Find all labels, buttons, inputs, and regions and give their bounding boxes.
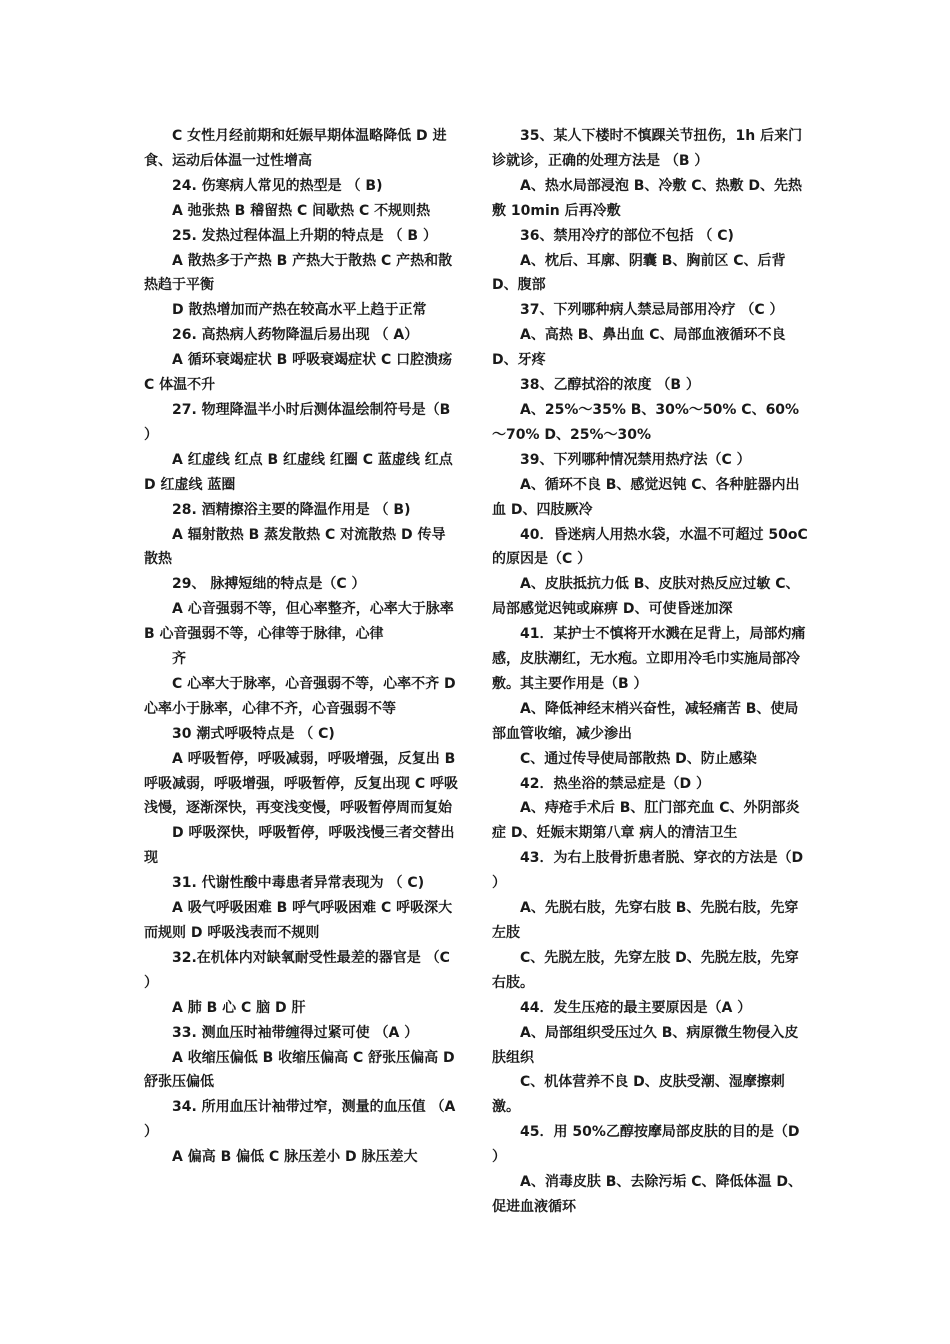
options-24: A 弛张热 B 稽留热 C 间歇热 C 不规则热 xyxy=(172,202,431,219)
options-33: A 收缩压偏低 B 收缩压偏高 C 舒张压偏高 D 舒张压偏低 xyxy=(144,1049,460,1091)
left-column xyxy=(144,124,459,1170)
options-32: A 肺 B 心 C 脑 D 肝 xyxy=(172,999,306,1016)
options-37: A、高热 B、鼻出血 C、局部血液循环不良 D、牙疼 xyxy=(492,327,791,369)
question-27: 27. 物理降温半小时后测体温绘制符号是（B ） xyxy=(144,401,456,443)
question-38: 38、乙醇拭浴的浓度 （B ） xyxy=(520,377,700,394)
question-41: 41．某护士不慎将开水溅在足背上，局部灼痛感，皮肤潮红，无水疱。立即用冷毛巾实施局部冷敷。其主要作用是（B ） xyxy=(492,626,806,692)
question-36: 36、禁用冷疗的部位不包括 （ C) xyxy=(520,227,734,244)
question-45: 45．用 50%乙醇按摩局部皮肤的目的是（D ） xyxy=(492,1124,805,1166)
question-34: 34. 所用血压计袖带过窄，测量的血压值 （A ） xyxy=(144,1099,461,1141)
options-42: A、痔疮手术后 B、肛门部充血 C、外阴部炎症 D、妊娠末期第八章 病人的清洁卫生 xyxy=(492,800,800,842)
question-32: 32.在机体内对缺氧耐受性最差的器官是 （C ） xyxy=(144,949,455,991)
options-44-ab: A、局部组织受压过久 B、病原微生物侵入皮肤组织 xyxy=(492,1024,799,1066)
options-41-cd: C、通过传导使局部散热 D、防止感染 xyxy=(520,750,757,767)
options-31: A 吸气呼吸困难 B 呼气呼吸困难 C 呼吸深大而规则 D 呼吸浅表而不规则 xyxy=(144,900,453,941)
question-44: 44．发生压疮的最主要原因是（A ） xyxy=(520,999,752,1016)
question-42: 42．热坐浴的禁忌症是（D ） xyxy=(520,775,710,792)
question-31: 31. 代谢性酸中毒患者异常表现为 （ C) xyxy=(172,875,425,892)
question-39: 39、下列哪种情况禁用热疗法（C ） xyxy=(520,451,751,468)
options-36: A、枕后、耳廓、阴囊 B、胸前区 C、后背 D、腹部 xyxy=(492,252,791,294)
question-24: 24. 伤寒病人常见的热型是 （ B) xyxy=(172,177,383,194)
question-28: 28. 酒精擦浴主要的降温作用是 （ B) xyxy=(172,501,411,518)
options-45: A、消毒皮肤 B、去除污垢 C、降低体温 D、促进血液循环 xyxy=(492,1174,803,1215)
question-25: 25. 发热过程体温上升期的特点是 （ B ） xyxy=(172,227,437,244)
options-29-cd: C 心率大于脉率，心音强弱不等，心率不齐 D 心率小于脉率，心律不齐，心音强弱不等 xyxy=(144,675,461,717)
options-28: A 辐射散热 B 蒸发散热 C 对流散热 D 传导散热 xyxy=(144,526,446,568)
options-38: A、25%～35% B、30%～50% C、60%～70% D、25%～30% xyxy=(492,401,800,443)
question-29: 29、 脉搏短绌的特点是（C ） xyxy=(172,576,366,593)
options-29-ab: A 心音强弱不等，但心率整齐，心率大于脉率 B 心音强弱不等，心律等于脉律，心律 xyxy=(144,601,459,643)
options-34: A 偏高 B 偏低 C 脉压差小 D 脉压差大 xyxy=(172,1149,418,1166)
options-40: A、皮肤抵抗力低 B、皮肤对热反应过敏 C、局部感觉迟钝或麻痹 D、可使昏迷加深 xyxy=(492,576,800,618)
question-26: 26. 高热病人药物降温后易出现 （ A） xyxy=(172,327,419,344)
options-25: A 散热多于产热 B 产热大于散热 C 产热和散热趋于平衡 xyxy=(144,252,453,294)
options-30-abc: A 呼吸暂停，呼吸减弱，呼吸增强，反复出 B 呼吸减弱，呼吸增强，呼吸暂停，反复出现 C 呼吸浅慢，逐渐深快，再变浅变慢，呼吸暂停周而复始 xyxy=(144,750,461,817)
options-39: A、循环不良 B、感觉迟钝 C、各种脏器内出血 D、四肢厥冷 xyxy=(492,476,800,518)
options-41-ab: A、降低神经末梢兴奋性，减轻痛苦 B、使局部血管收缩，减少渗出 xyxy=(492,700,799,742)
question-37: 37、下列哪种病人禁忌局部用冷疗 （C ） xyxy=(520,302,784,319)
question-43: 43．为右上肢骨折患者脱、穿衣的方法是（D ） xyxy=(492,850,808,892)
options-29-b-tail: 齐 xyxy=(172,651,186,668)
options-25-d: D 散热增加而产热在较高水平上趋于正常 xyxy=(172,302,427,319)
options-35: A、热水局部浸泡 B、冷敷 C、热敷 D、先热敷 10min 后再冷敷 xyxy=(492,177,803,219)
right-column xyxy=(492,124,813,1220)
text-line: C 女性月经前期和妊娠早期体温略降低 D 进食、运动后体温一过性增高 xyxy=(144,128,447,169)
options-26: A 循环衰竭症状 B 呼吸衰竭症状 C 口腔溃疡 C 体温不升 xyxy=(144,352,458,394)
options-44-cd: C、机体营养不良 D、皮肤受潮、湿摩擦刺激。 xyxy=(492,1074,785,1116)
options-30-d: D 呼吸深快，呼吸暂停，呼吸浅慢三者交替出现 xyxy=(144,825,455,867)
question-35: 35、某人下楼时不慎踝关节扭伤，1h 后来门诊就诊，正确的处理方法是 （B ） xyxy=(492,128,803,169)
options-43-cd: C、先脱左肢，先穿左肢 D、先脱左肢，先穿右肢。 xyxy=(492,949,799,991)
question-40: 40．昏迷病人用热水袋，水温不可超过 50oC 的原因是（C ） xyxy=(492,526,813,568)
question-30: 30 潮式呼吸特点是 （ C) xyxy=(172,725,335,742)
options-27: A 红虚线 红点 B 红虚线 红圈 C 蓝虚线 红点 D 红虚线 蓝圈 xyxy=(144,451,458,493)
question-33: 33. 测血压时袖带缠得过紧可使 （A ） xyxy=(172,1024,419,1041)
options-43-ab: A、先脱右肢，先穿右肢 B、先脱右肢，先穿左肢 xyxy=(492,900,799,941)
